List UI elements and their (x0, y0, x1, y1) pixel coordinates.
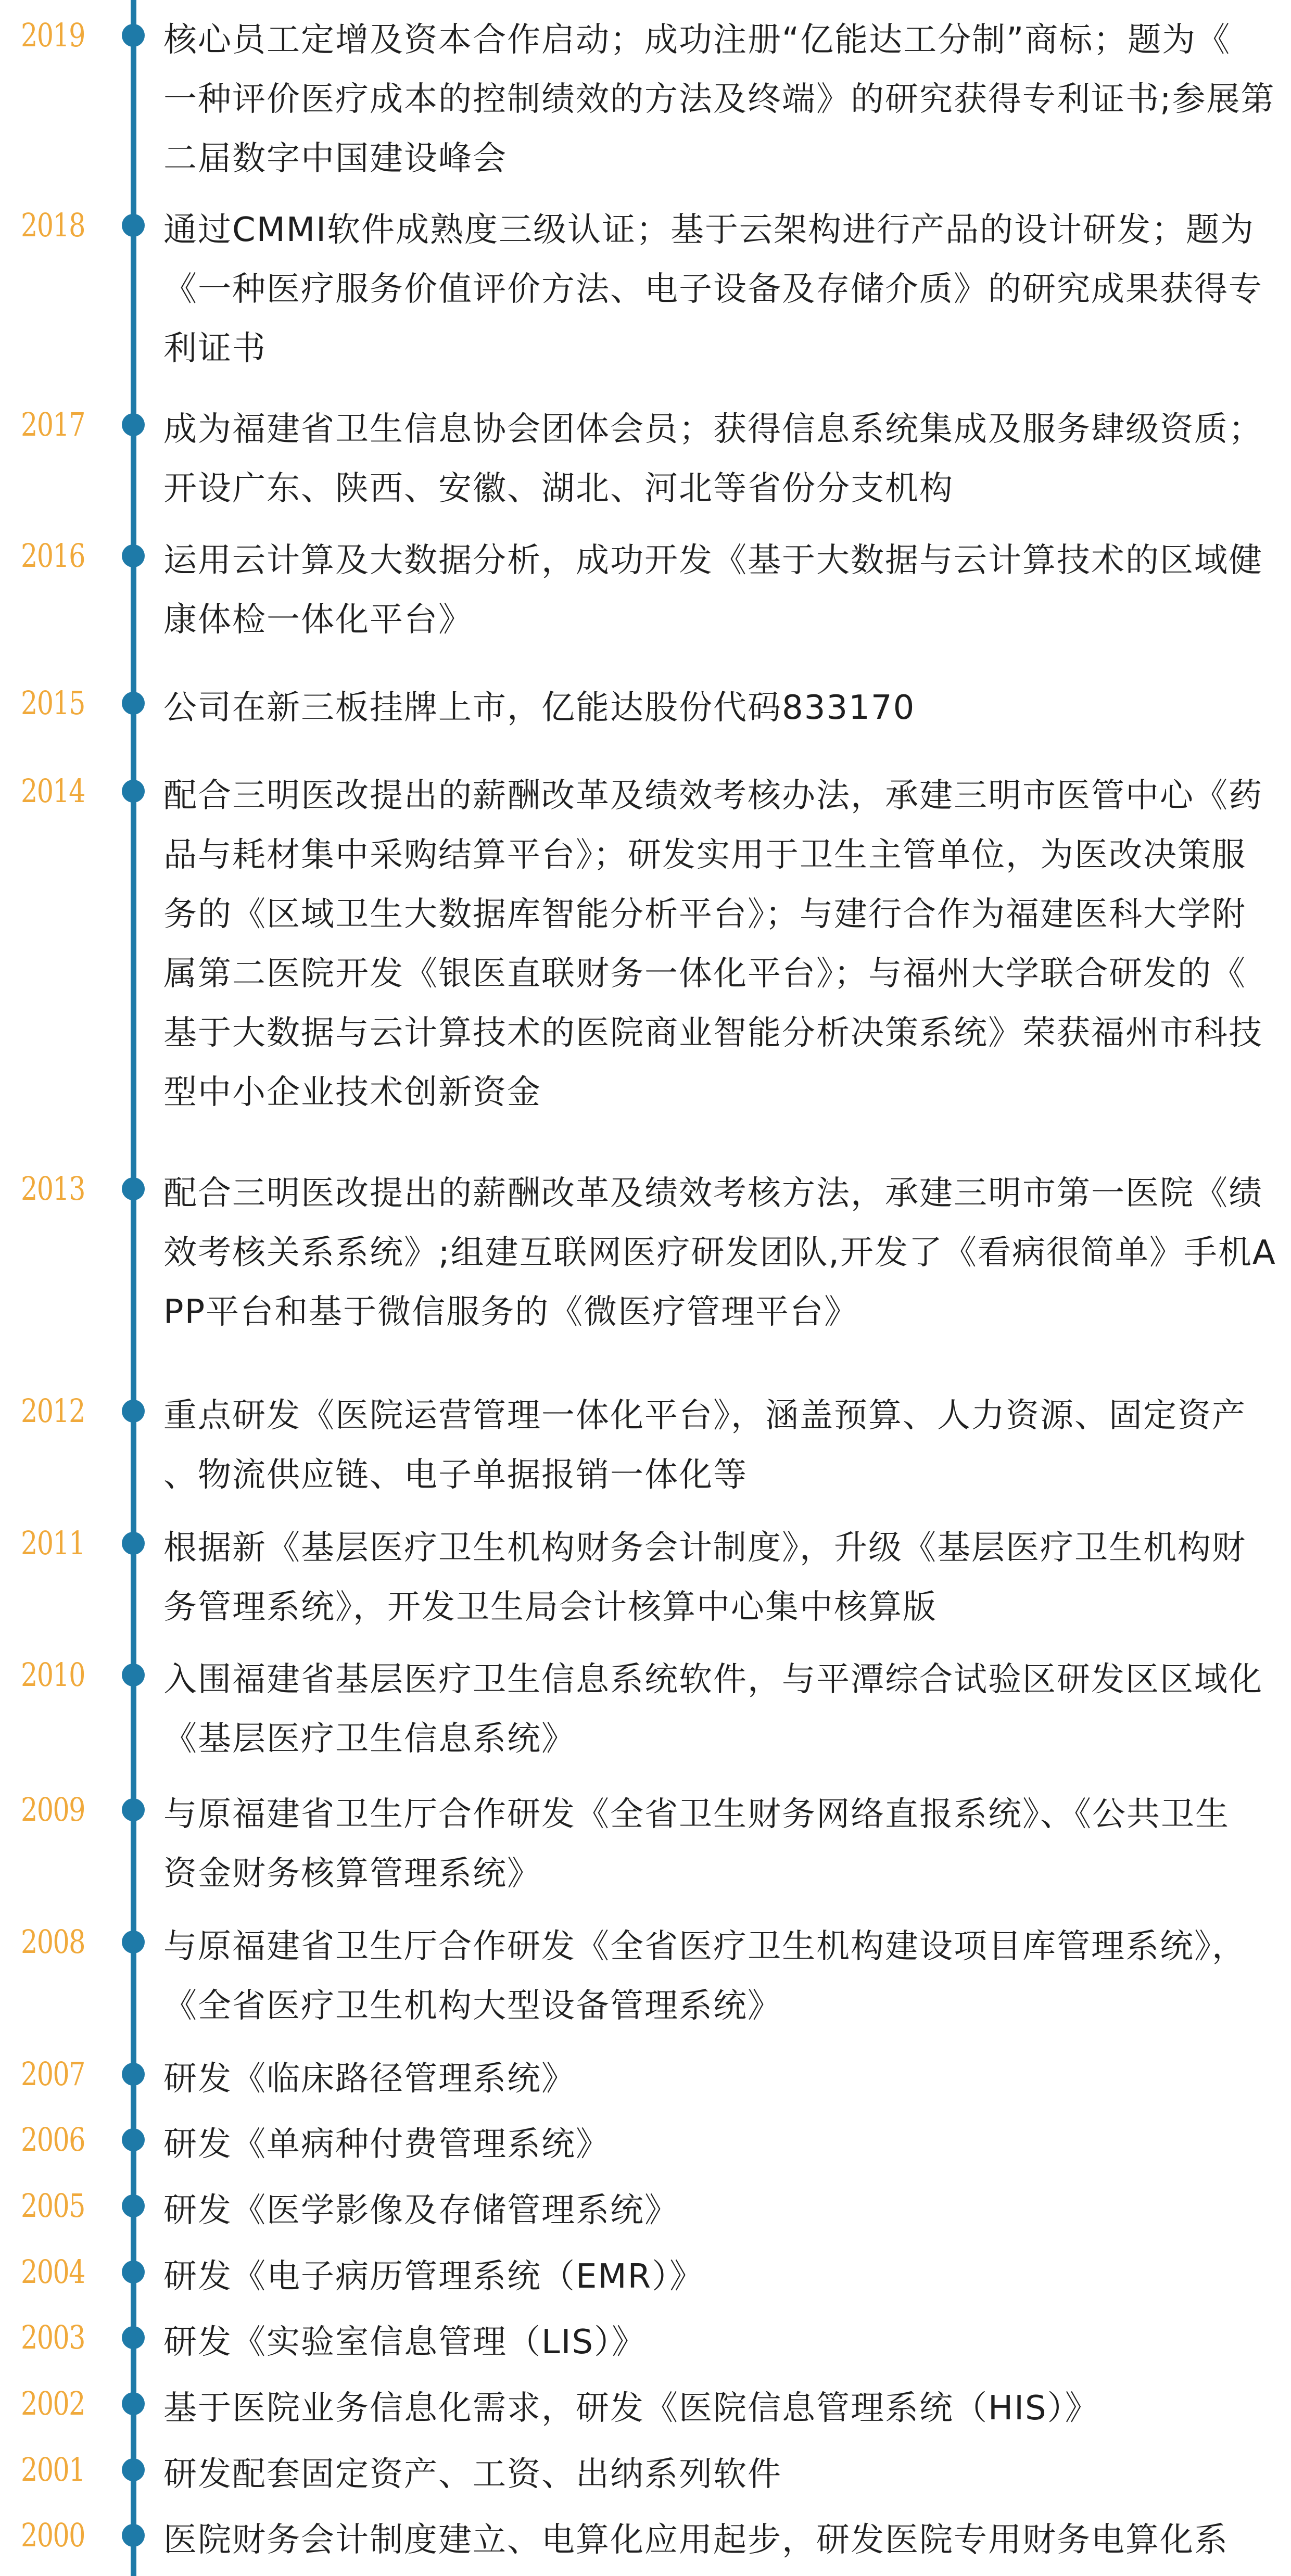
entry-description: 入围福建省基层医疗卫生信息系统软件，与平潭综合试验区研发区区域化 《基层医疗卫生信息系统》 (163, 1660, 1263, 1758)
entry-year: 2017 (21, 405, 85, 443)
entry-description: 重点研发《医院运营管理一体化平台》，涵盖预算、人力资源、固定资产 、物流供应链、电子单据报销一体化等 (163, 1397, 1246, 1494)
entry-description: 研发《实验室信息管理（LIS）》 (163, 2323, 647, 2362)
entry-description: 通过CMMI软件成熟度三级认证；基于云架构进行产品的设计研发；题为 《一种医疗服务价值评价方法、电子设备及存储介质》的研究成果获得专 利证书 (163, 211, 1263, 368)
entry-description: 与原福建省卫生厅合作研发《全省卫生财务网络直报系统》、《公共卫生 资金财务核算管理系统》 (163, 1795, 1230, 1893)
entry-description: 根据新《基层医疗卫生机构财务会计制度》，升级《基层医疗卫生机构财 务管理系统》，开发卫生局会计核算中心集中核算版 (163, 1529, 1246, 1627)
entry-description: 配合三明医改提出的薪酬改革及绩效考核方法，承建三明市第一医院《绩 效考核关系系统》;组建互联网医疗研发团队,开发了《看病很简单》手机A PP平台和基于微信服务的《微医疗管理平台》 (163, 1174, 1276, 1331)
entry-year: 2004 (21, 2253, 85, 2291)
entry-description: 研发配套固定资产、工资、出纳系列软件 (163, 2455, 782, 2494)
entry-description: 公司在新三板挂牌上市，亿能达股份代码833170 (163, 689, 916, 727)
timeline-dot (122, 2392, 145, 2415)
timeline-dot (122, 2194, 145, 2217)
entry-description: 成为福建省卫生信息协会团体会员；获得信息系统集成及服务肆级资质； 开设广东、陕西、安徽、湖北、河北等省份分支机构 (163, 410, 1263, 508)
entry-description: 研发《单病种付费管理系统》 (163, 2125, 610, 2164)
timeline-dot (122, 2128, 145, 2151)
timeline-dot (122, 2458, 145, 2481)
timeline-dot (122, 2326, 145, 2349)
timeline-dot (122, 2261, 145, 2283)
entry-year: 2018 (21, 206, 85, 244)
timeline-dot (122, 1532, 145, 1555)
entry-year: 2016 (21, 537, 85, 575)
timeline-dot (122, 1400, 145, 1423)
entry-year: 2001 (21, 2451, 85, 2489)
entry-description: 与原福建省卫生厅合作研发《全省医疗卫生机构建设项目库管理系统》， 《全省医疗卫生机构大型设备管理系统》 (163, 1927, 1246, 2025)
timeline-dot (122, 1798, 145, 1821)
entry-description: 医院财务会计制度建立、电算化应用起步，研发医院专用财务电算化系 (163, 2521, 1229, 2559)
entry-year: 2000 (21, 2516, 85, 2554)
entry-year: 2014 (21, 772, 85, 810)
timeline-dot (122, 2063, 145, 2086)
timeline-dot (122, 692, 145, 715)
timeline-dot (122, 413, 145, 436)
timeline-dot (122, 24, 145, 47)
timeline-dot (122, 1177, 145, 1200)
entry-year: 2002 (21, 2384, 85, 2422)
entry-description: 研发《临床路径管理系统》 (163, 2060, 576, 2098)
timeline-dot (122, 1931, 145, 1953)
entry-year: 2011 (21, 1524, 85, 1562)
entry-year: 2012 (21, 1392, 85, 1430)
timeline-dot (122, 214, 145, 237)
entry-year: 2007 (21, 2055, 85, 2093)
entry-description: 运用云计算及大数据分析，成功开发《基于大数据与云计算技术的区域健 康体检一体化平台》 (163, 541, 1263, 639)
timeline-dot (122, 2524, 145, 2547)
entry-description: 研发《医学影像及存储管理系统》 (163, 2191, 679, 2230)
entry-year: 2005 (21, 2187, 85, 2225)
timeline-dot (122, 1664, 145, 1686)
entry-description: 配合三明医改提出的薪酬改革及绩效考核办法，承建三明市医管中心《药 品与耗材集中采购结算平台》；研发实用于卫生主管单位，为医改决策服 务的《区域卫生大数据库智能分析平台》；与建行合作为福建医科大学附 属第二医院开发《银医直联财务一体化平台》；与福州大学联合研发的《 基于大数据与云计算技术的医院商业智能分析决策系统》荣获福州市科技 型中小企业技术创新资金 (163, 777, 1263, 1112)
entry-year: 2008 (21, 1923, 85, 1961)
entry-year: 2003 (21, 2318, 85, 2356)
timeline-dot (122, 544, 145, 567)
entry-description: 研发《电子病历管理系统（EMR）》 (163, 2257, 704, 2296)
entry-year: 2010 (21, 1656, 85, 1694)
entry-description: 核心员工定增及资本合作启动；成功注册“亿能达工分制”商标；题为《 一种评价医疗成本的控制绩效的方法及终端》的研究获得专利证书;参展第 二届数字中国建设峰会 (163, 21, 1275, 178)
entry-year: 2013 (21, 1170, 85, 1208)
timeline-dot (122, 780, 145, 803)
entry-description: 基于医院业务信息化需求，研发《医院信息管理系统（HIS）》 (163, 2389, 1099, 2428)
entry-year: 2006 (21, 2121, 85, 2159)
entry-year: 2009 (21, 1791, 85, 1829)
timeline-line (131, 0, 136, 2576)
entry-year: 2015 (21, 684, 85, 722)
entry-year: 2019 (21, 16, 85, 54)
